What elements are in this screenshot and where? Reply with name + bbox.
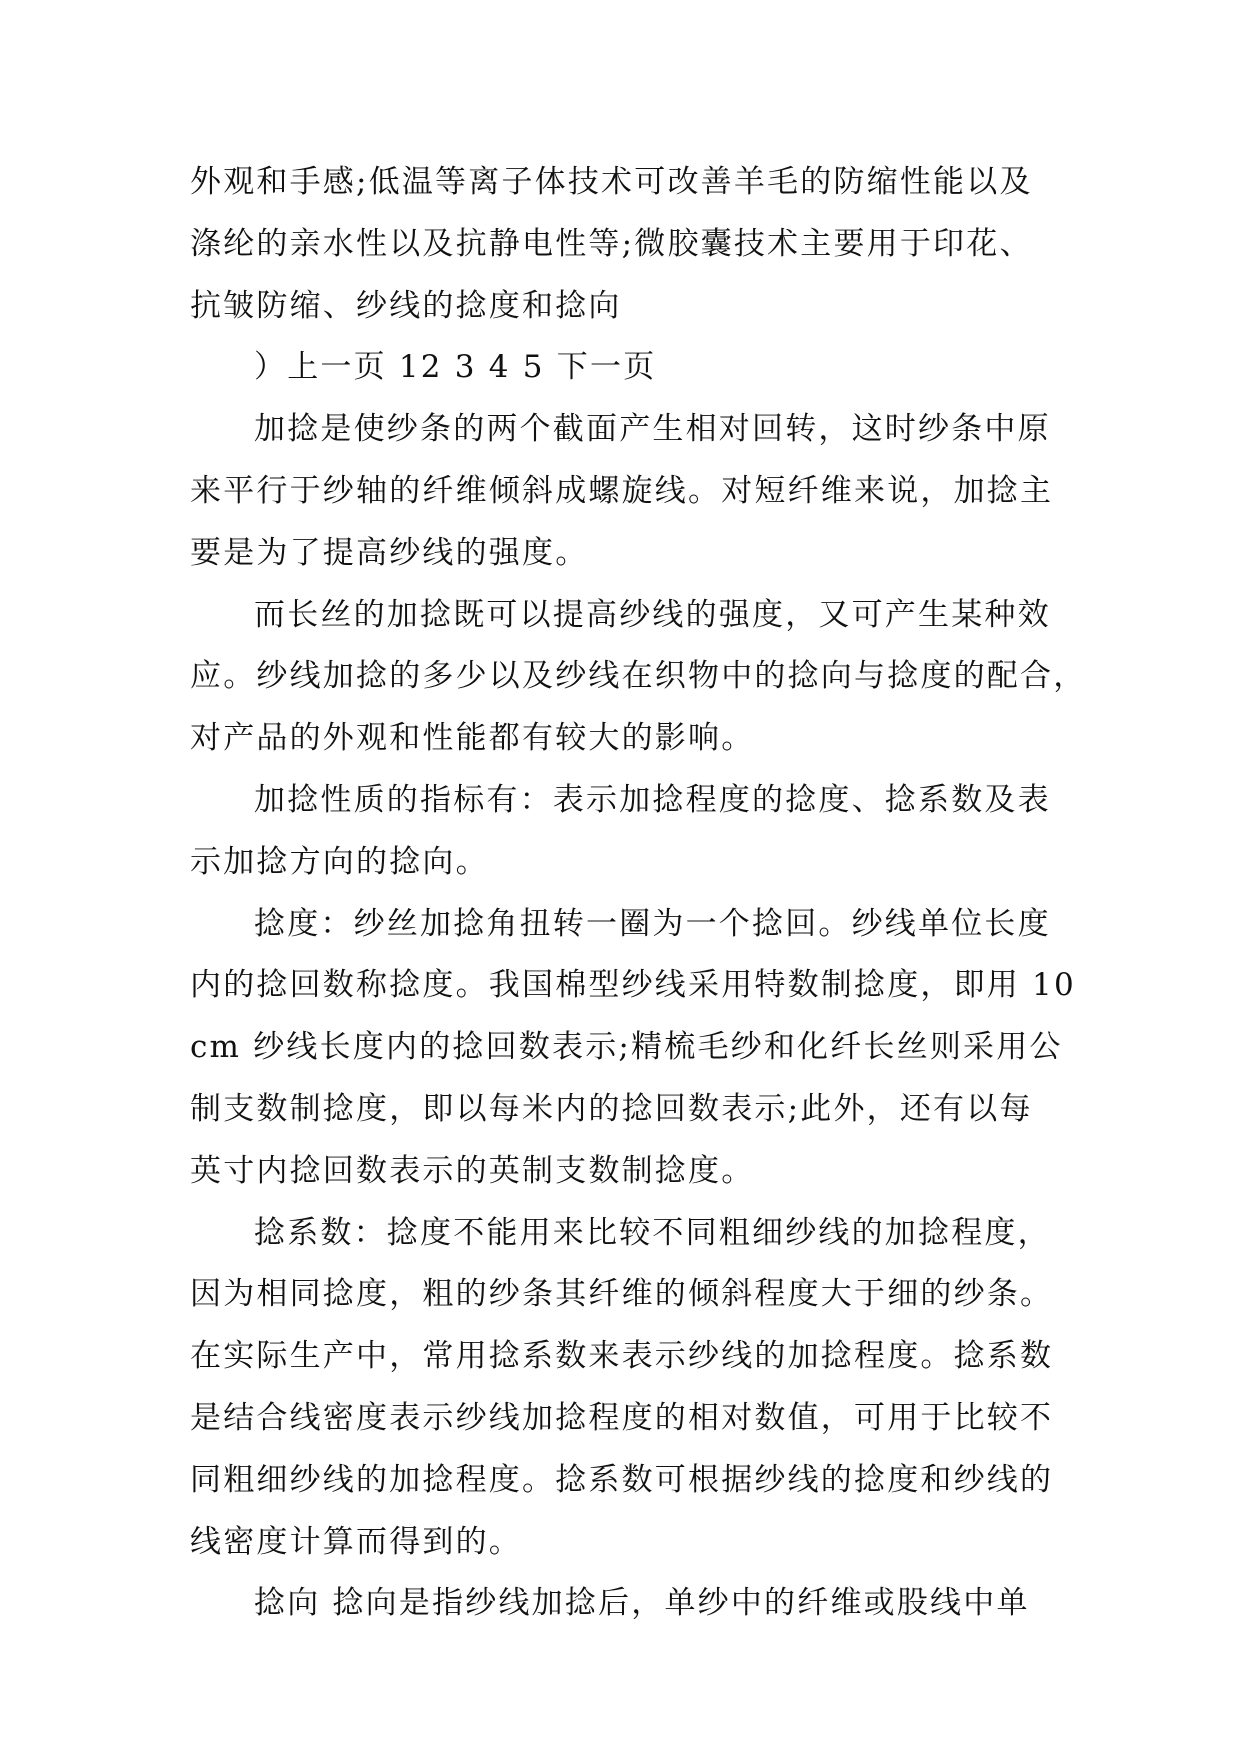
text-line: 捻度：纱丝加捻角扭转一圈为一个捻回。纱线单位长度 <box>254 905 1051 942</box>
text-line: 加捻是使纱条的两个截面产生相对回转，这时纱条中原 <box>254 411 1051 448</box>
text-line: 同粗细纱线的加捻程度。捻系数可根据纱线的捻度和纱线的 <box>190 1461 1054 1498</box>
page-number-link[interactable]: 12 <box>398 349 443 386</box>
document-body <box>190 152 1087 1635</box>
text-line: 捻系数：捻度不能用来比较不同粗细纱线的加捻程度， <box>254 1214 1051 1251</box>
prev-page-link[interactable]: 上一页 <box>287 349 387 386</box>
text-line: 在实际生产中，常用捻系数来表示纱线的加捻程度。捻系数 <box>190 1338 1054 1375</box>
pagination <box>190 337 1050 399</box>
text-line: 线密度计算而得到的。 <box>190 1523 522 1560</box>
next-page-link[interactable]: 下一页 <box>556 349 657 386</box>
text-line: 要是为了提高纱线的强度。 <box>190 534 589 571</box>
text-line: cm 纱线长度内的捻回数表示;精梳毛纱和化纤长丝则采用公 <box>190 1029 1063 1066</box>
text-line: 是结合线密度表示纱线加捻程度的相对数值，可用于比较不 <box>190 1399 1054 1436</box>
text-line: 来平行于纱轴的纤维倾斜成螺旋线。对短纤维来说，加捻主 <box>190 472 1054 509</box>
text-line: 制支数制捻度，即以每米内的捻回数表示;此外，还有以每 <box>190 1090 1033 1127</box>
text-line: 捻向 捻向是指纱线加捻后，单纱中的纤维或股线中单 <box>254 1585 1030 1622</box>
page-number-link[interactable]: 5 <box>522 349 545 386</box>
text-line: 对产品的外观和性能都有较大的影响。 <box>190 720 755 757</box>
text-line: 英寸内捻回数表示的英制支数制捻度。 <box>190 1152 755 1189</box>
text-line: 内的捻回数称捻度。我国棉型纱线采用特数制捻度，即用 10 <box>190 967 1076 1004</box>
page-number-link[interactable]: 3 <box>454 349 477 386</box>
text-line: 涤纶的亲水性以及抗静电性等;微胶囊技术主要用于印花、 <box>190 225 1033 262</box>
pagination-prefix: ） <box>254 349 288 386</box>
text-line: 抗皱防缩、纱线的捻度和捻向 <box>190 287 622 324</box>
text-line: 而长丝的加捻既可以提高纱线的强度，又可产生某种效 <box>254 596 1051 633</box>
text-line: 应。纱线加捻的多少以及纱线在织物中的捻向与捻度的配合， <box>190 658 1087 695</box>
page-number-link[interactable]: 4 <box>488 349 511 386</box>
text-line: 加捻性质的指标有：表示加捻程度的捻度、捻系数及表 <box>254 781 1051 818</box>
text-line: 示加捻方向的捻向。 <box>190 843 489 880</box>
text-line: 外观和手感;低温等离子体技术可改善羊毛的防缩性能以及 <box>190 164 1033 200</box>
text-line: 因为相同捻度，粗的纱条其纤维的倾斜程度大于细的纱条。 <box>190 1276 1054 1313</box>
